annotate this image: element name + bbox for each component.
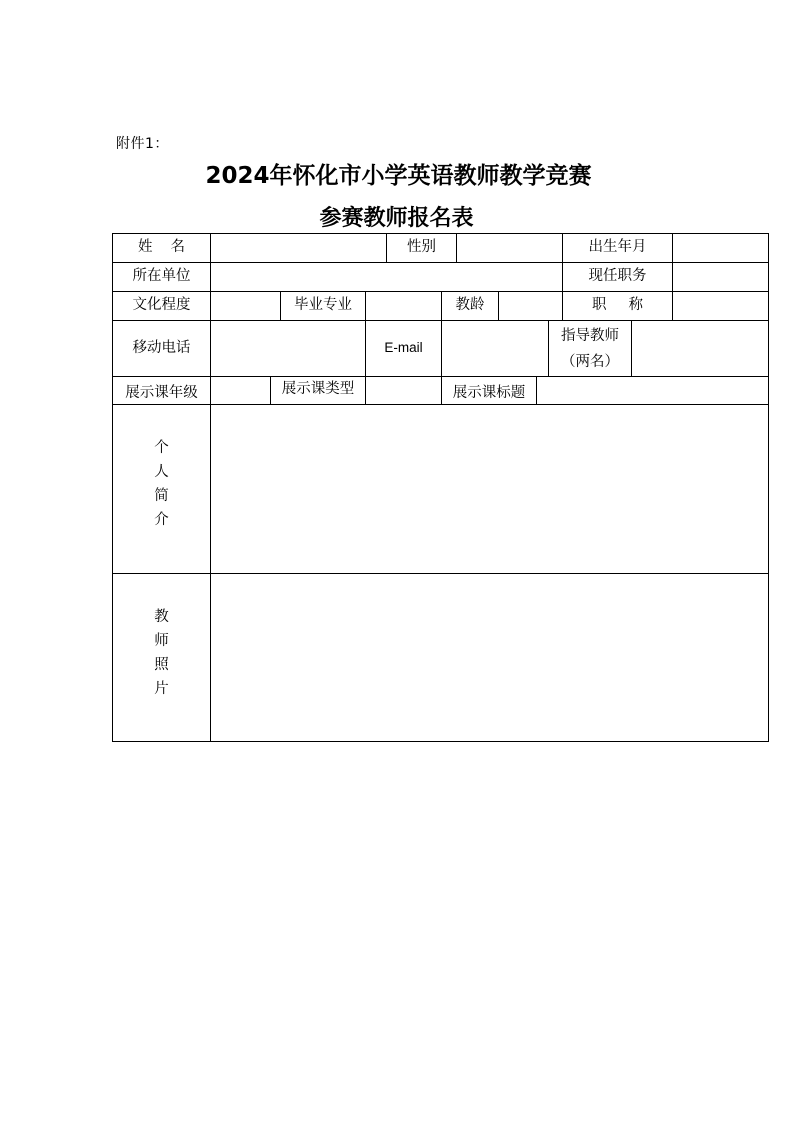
name-field[interactable] <box>211 234 386 262</box>
name-label: 姓名 <box>138 239 203 256</box>
table-border-bottom <box>112 741 769 742</box>
profile-label-char: 简 <box>154 488 169 504</box>
major-field[interactable] <box>366 292 441 320</box>
profile-label-char: 人 <box>154 464 169 480</box>
lesson-title-label: 展示课标题 <box>452 385 526 402</box>
teaching-years-label: 教龄 <box>455 297 485 314</box>
unit-field[interactable] <box>211 263 562 291</box>
mentor-label-line2: （两名） <box>561 353 619 370</box>
gender-field[interactable] <box>457 234 562 262</box>
table-border-right <box>768 233 769 742</box>
major-label: 毕业专业 <box>294 297 352 314</box>
position-field[interactable] <box>673 263 768 291</box>
form-title: 2024年怀化市小学英语教师教学竞赛 <box>205 163 592 189</box>
mentor-label-line1: 指导教师 <box>561 327 619 344</box>
photo-label-char: 片 <box>154 680 169 697</box>
photo-field[interactable] <box>211 574 768 741</box>
profile-label-char: 介 <box>154 512 169 528</box>
lesson-type-label: 展示课类型 <box>281 380 355 397</box>
email-field[interactable] <box>442 321 548 376</box>
attachment-label: 附件1： <box>116 136 169 152</box>
mentor-label <box>549 321 631 376</box>
education-field[interactable] <box>211 292 280 320</box>
photo-label-char: 照 <box>154 656 169 673</box>
form-subtitle: 参赛教师报名表 <box>319 206 474 231</box>
mentor-field[interactable] <box>632 321 768 376</box>
unit-label: 所在单位 <box>132 268 191 285</box>
photo-label <box>113 574 210 741</box>
phone-label: 移动电话 <box>132 339 191 356</box>
photo-label-char: 教 <box>154 608 169 625</box>
phone-field[interactable] <box>211 321 365 376</box>
email-label: E-mail <box>384 340 423 356</box>
gender-label: 性别 <box>407 239 436 256</box>
teaching-years-field[interactable] <box>499 292 562 320</box>
photo-label-char: 师 <box>154 632 169 649</box>
title-label: 职称 <box>592 297 665 314</box>
lesson-grade-label: 展示课年级 <box>125 385 198 402</box>
education-label: 文化程度 <box>132 297 191 314</box>
title-field[interactable] <box>673 292 768 320</box>
birth-field[interactable] <box>673 234 768 262</box>
lesson-grade-field[interactable] <box>211 377 270 404</box>
profile-field[interactable] <box>211 405 768 573</box>
birth-label: 出生年月 <box>588 239 647 256</box>
lesson-type-field[interactable] <box>366 377 441 404</box>
profile-label <box>113 405 210 573</box>
profile-label-char: 个 <box>154 440 169 456</box>
position-label: 现任职务 <box>588 268 647 285</box>
lesson-title-field[interactable] <box>537 377 768 404</box>
